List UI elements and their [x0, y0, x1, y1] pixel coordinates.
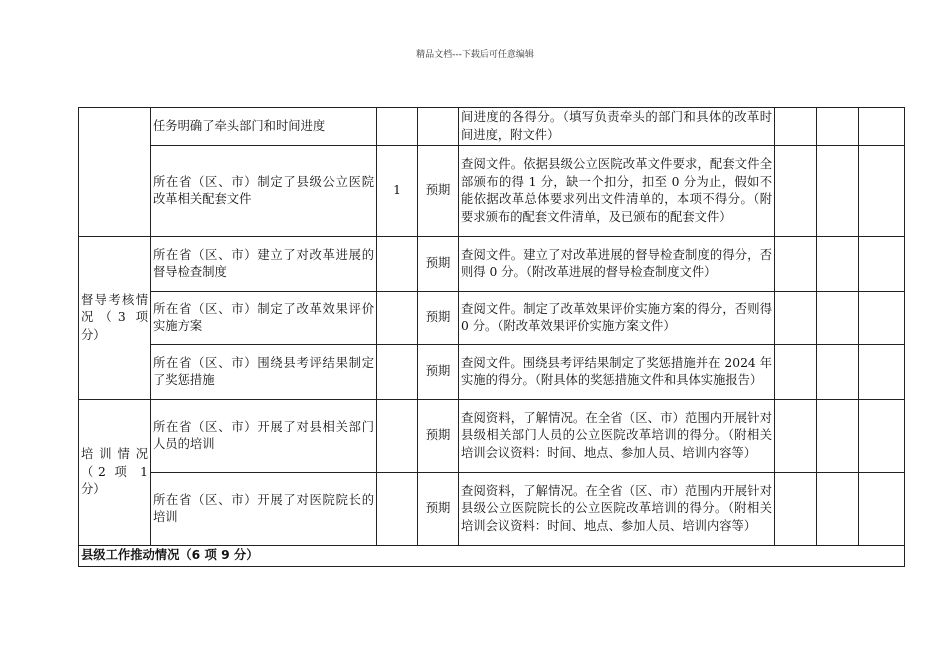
blank-cell: [775, 146, 817, 237]
item-cell: 所在省（区、市）开展了对医院院长的培训: [151, 473, 377, 546]
score-cell: 1: [377, 146, 418, 237]
type-cell: 预期: [418, 473, 459, 546]
blank-cell: [817, 237, 859, 292]
table-row: [79, 237, 905, 292]
evaluation-table: [78, 107, 905, 567]
table-row: [79, 108, 905, 146]
method-cell: 查阅文件。制定了改革效果评价实施方案的得分，否则得 0 分。（附改革效果评价实施方案文件）: [459, 292, 775, 345]
item-cell: 所在省（区、市）建立了对改革进展的督导检查制度: [151, 237, 377, 292]
blank-cell: [859, 146, 905, 237]
blank-cell: [775, 108, 817, 146]
type-cell: 预期: [418, 237, 459, 292]
blank-cell: [775, 345, 817, 400]
item-cell: 所在省（区、市）围绕县考评结果制定了奖惩措施: [151, 345, 377, 400]
table-row: [79, 473, 905, 546]
category-cell-empty: [79, 108, 151, 237]
type-cell: 预期: [418, 345, 459, 400]
score-cell: [377, 345, 418, 400]
category-cell: 培训情况（2 项 1 分）: [79, 400, 151, 546]
method-cell: 查阅文件。依据县级公立医院改革文件要求，配套文件全部颁布的得 1 分，缺一个扣分，扣至 0 分为止，假如不能依据改革总体要求列出文件清单的，本项不得分。（附要求颁布的配套文件清单，及已颁布的配套文件）: [459, 146, 775, 237]
score-cell: [377, 108, 418, 146]
blank-cell: [817, 345, 859, 400]
blank-cell: [775, 473, 817, 546]
blank-cell: [817, 400, 859, 473]
method-cell: 查阅资料，了解情况。在全省（区、市）范围内开展针对县级相关部门人员的公立医院改革培训的得分。（附相关培训会议资料：时间、地点、参加人员、培训内容等）: [459, 400, 775, 473]
item-cell: 所在省（区、市）制定了改革效果评价实施方案: [151, 292, 377, 345]
method-cell: 查阅文件。建立了对改革进展的督导检查制度的得分，否则得 0 分。（附改革进展的督导检查制度文件）: [459, 237, 775, 292]
blank-cell: [859, 400, 905, 473]
blank-cell: [775, 292, 817, 345]
table-row: [79, 146, 905, 237]
table-row: [79, 292, 905, 345]
type-cell: 预期: [418, 292, 459, 345]
section-row: [79, 546, 905, 567]
table-row: [79, 345, 905, 400]
method-cell: 查阅文件。围绕县考评结果制定了奖惩措施并在 2024 年实施的得分。（附具体的奖惩措施文件和具体实施报告）: [459, 345, 775, 400]
blank-cell: [859, 345, 905, 400]
blank-cell: [817, 473, 859, 546]
score-cell: [377, 473, 418, 546]
blank-cell: [775, 400, 817, 473]
type-cell: 预期: [418, 400, 459, 473]
type-cell: [418, 108, 459, 146]
page-header-text: 精品文档---下载后可任意编辑: [416, 50, 534, 60]
blank-cell: [817, 146, 859, 237]
blank-cell: [859, 108, 905, 146]
score-cell: [377, 292, 418, 345]
method-cell: 查阅资料，了解情况。在全省（区、市）范围内开展针对县级公立医院院长的公立医院改革培训的得分。（附相关培训会议资料：时间、地点、参加人员、培训内容等）: [459, 473, 775, 546]
blank-cell: [859, 237, 905, 292]
item-cell: 任务明确了牵头部门和时间进度: [151, 108, 377, 146]
method-cell: 间进度的各得分。（填写负责牵头的部门和具体的改革时间进度，附文件）: [459, 108, 775, 146]
blank-cell: [859, 473, 905, 546]
table-row: [79, 400, 905, 473]
blank-cell: [859, 292, 905, 345]
blank-cell: [817, 108, 859, 146]
score-cell: [377, 237, 418, 292]
type-cell: 预期: [418, 146, 459, 237]
item-cell: 所在省（区、市）开展了对县相关部门人员的培训: [151, 400, 377, 473]
section-title: 县级工作推动情况（6 项 9 分）: [79, 546, 905, 567]
category-cell: 督导考核情况（3 项分）: [79, 237, 151, 400]
blank-cell: [817, 292, 859, 345]
blank-cell: [775, 237, 817, 292]
score-cell: [377, 400, 418, 473]
item-cell: 所在省（区、市）制定了县级公立医院改革相关配套文件: [151, 146, 377, 237]
